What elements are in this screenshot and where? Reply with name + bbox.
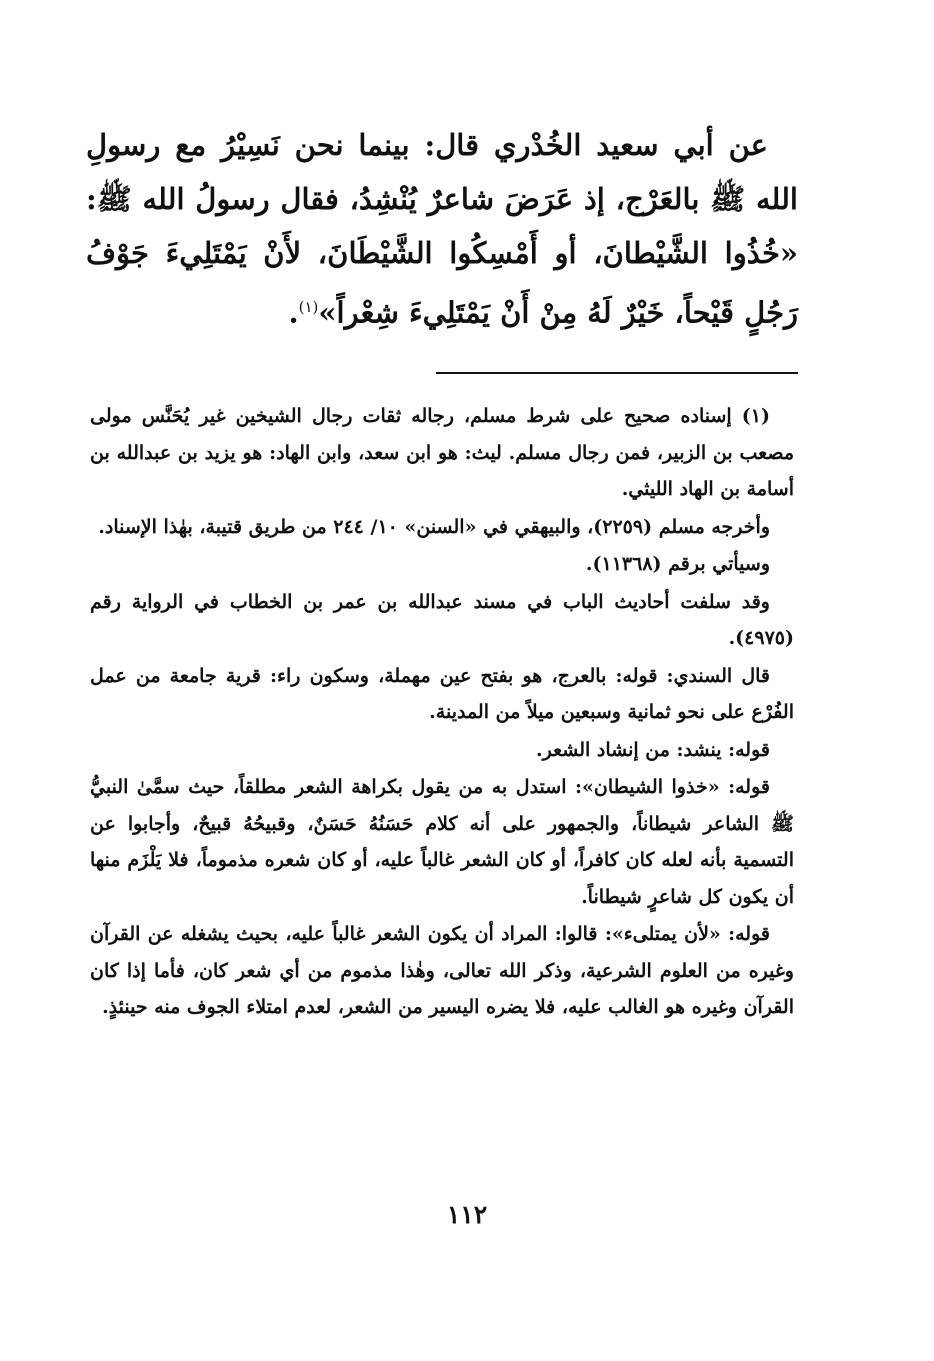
hadith-text: عن أبي سعيد الخُدْري قال: بينما نحن نَسِيْرُ مع رسولِ الله ﷺ بالعَرْج، إذ عَرَضَ شاعرٌ يُنْشِدُ، فقال رسولُ الله ﷺ: «خُذُوا الشَّيْطانَ، أو أَمْسِكُوا الشَّيْطَانَ، لأَنْ يَمْتَلِيءَ جَوْفُ رَجُلٍ قَيْحاً، خَيْرٌ لَهُ مِنْ أَنْ يَمْتَلِيءَ شِعْراً» — [86, 128, 798, 330]
footnote-paragraph: (١) إسناده صحيح على شرط مسلم، رجاله ثقات رجال الشيخين غير يُحَنَّس مولى مصعب بن الزبير، فمن رجال مسلم. ليث: هو ابن سعد، وابن الهاد: هو يزيد بن عبدالله بن أسامة بن الهاد الليثي. — [90, 405, 794, 500]
footnote-paragraph: وقد سلفت أحاديث الباب في مسند عبدالله بن عمر بن الخطاب في الرواية رقم (٤٩٧٥). — [90, 590, 794, 649]
footnote-paragraph: قوله: «لأن يمتلىء»: قالوا: المراد أن يكون الشعر غالباً عليه، بحيث يشغله عن القرآن وغيره من العلوم الشرعية، وذكر الله تعالى، وهٰذا مذموم من أي شعر كان، فأما إذا كان القرآن وغيره هو الغالب عليه، فلا يضره اليسير من الشعر، لعدم امتلاء الجوف منه حينئذٍ. — [90, 923, 794, 1018]
hadith-paragraph — [86, 118, 798, 340]
page-number: ١١٢ — [446, 1200, 488, 1229]
footnote-paragraph: قال السندي: قوله: بالعرج، هو بفتح عين مهملة، وسكون راء: قرية جامعة من عمل الفُرْع على نحو ثمانية وسبعين ميلاً من المدينة. — [90, 664, 794, 723]
footnote-paragraph: وأخرجه مسلم (٢٢٥٩)، والبيهقي في «السنن» ١٠/ ٢٤٤ من طريق قتيبة، بهٰذا الإسناد. — [98, 515, 770, 538]
footnote-paragraph: قوله: ينشد: من إنشاد الشعر. — [536, 738, 770, 761]
hadith-end-mark: . — [288, 295, 299, 330]
footnote-separator — [436, 372, 798, 374]
hadith-text-block — [86, 118, 798, 340]
footnotes-block — [90, 398, 794, 1027]
footnote-paragraph: وسيأتي برقم (١١٣٦٨). — [585, 553, 770, 575]
footnote-paragraph: قوله: «خذوا الشيطان»: استدل به من يقول بكراهة الشعر مطلقاً، حيث سمَّىٰ النبيُّ ﷺ الشاعر شيطاناً، والجمهور على أنه كلام حَسَنُهُ حَسَنٌ، وقبيحُهُ قبيحٌ، وأجابوا عن التسمية بأنه لعله كان كافراً، أو كان الشعر غالباً عليه، أو كان شعره مذموماً، فلا يَلْزَم منها أن يكون كل شاعرٍ شيطاناً. — [90, 776, 794, 908]
footnote-marker: (١) — [298, 298, 319, 316]
